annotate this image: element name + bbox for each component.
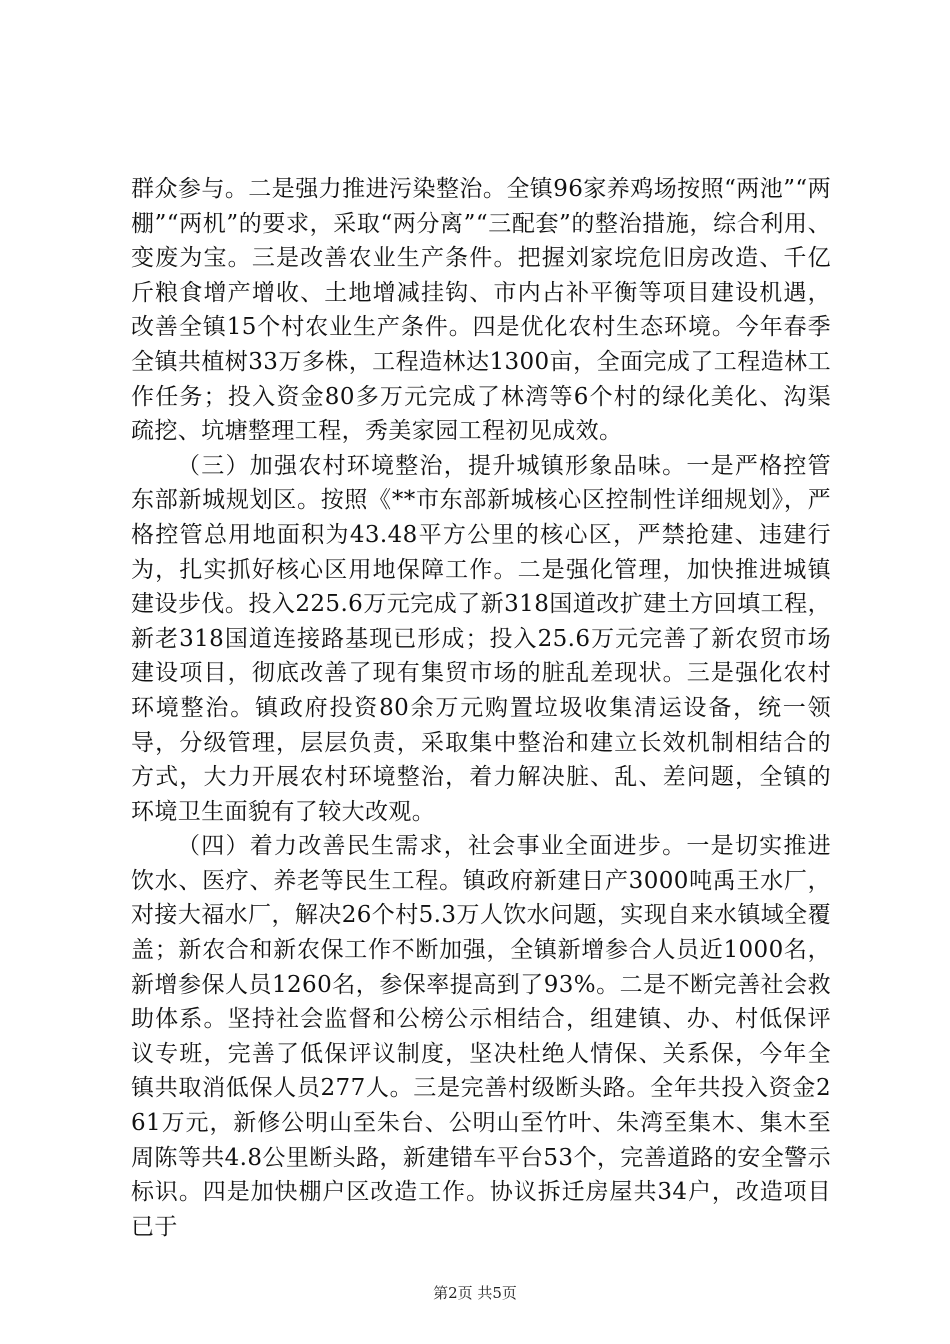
document-body <box>131 172 831 1244</box>
page-number-footer: 第2页 共5页 <box>433 1284 517 1302</box>
paragraph-section-4: （四）着力改善民生需求，社会事业全面进步。一是切实推进饮水、医疗、养老等民生工程。镇政府新建日产3000吨禹王水厂，对接大福水厂，解决26个村5.3万人饮水问题，实现自来水镇域全覆盖；新农合和新农保工作不断加强，全镇新增参合人员近1000名，新增参保人员1260名，参保率提高到了93%。二是不断完善社会救助体系。坚持社会监督和公榜公示相结合，组建镇、办、村低保评议专班，完善了低保评议制度，坚决杜绝人情保、关系保，今年全镇共取消低保人员277人。三是完善村级断头路。全年共投入资金261万元，新修公明山至朱台、公明山至竹叶、朱湾至集木、集木至周陈等共4.8公里断头路，新建错车平台53个，完善道路的安全警示标识。四是加快棚户区改造工作。协议拆迁房屋共34户，改造项目已于 <box>131 833 831 1240</box>
paragraph-section-3: （三）加强农村环境整治，提升城镇形象品味。一是严格控管东部新城规划区。按照《**市东部新城核心区控制性详细规划》，严格控管总用地面积为43.48平方公里的核心区，严禁抢建、违建行为，扎实抓好核心区用地保障工作。二是强化管理，加快推进城镇建设步伐。投入225.6万元完成了新318国道改扩建土方回填工程，新老318国道连接路基现已形成；投入25.6万元完善了新农贸市场建设项目，彻底改善了现有集贸市场的脏乱差现状。三是强化农村环境整治。镇政府投资80余万元购置垃圾收集清运设备，统一领导，分级管理，层层负责，采取集中整治和建立长效机制相结合的方式，大力开展农村环境整治，着力解决脏、乱、差问题，全镇的环境卫生面貌有了较大改观。 <box>131 452 831 825</box>
paragraph-continuation: 群众参与。二是强力推进污染整治。全镇96家养鸡场按照“两池”“两棚”“两机”的要求，采取“两分离”“三配套”的整治措施，综合利用、变废为宝。三是改善农业生产条件。把握刘家垸危旧房改造、千亿斤粮食增产增收、土地增减挂钩、市内占补平衡等项目建设机遇，改善全镇15个村农业生产条件。四是优化农村生态环境。今年春季全镇共植树33万多株，工程造林达1300亩，全面完成了工程造林工作任务；投入资金80多万元完成了林湾等6个村的绿化美化、沟渠疏挖、坑塘整理工程，秀美家园工程初见成效。 <box>131 176 831 445</box>
